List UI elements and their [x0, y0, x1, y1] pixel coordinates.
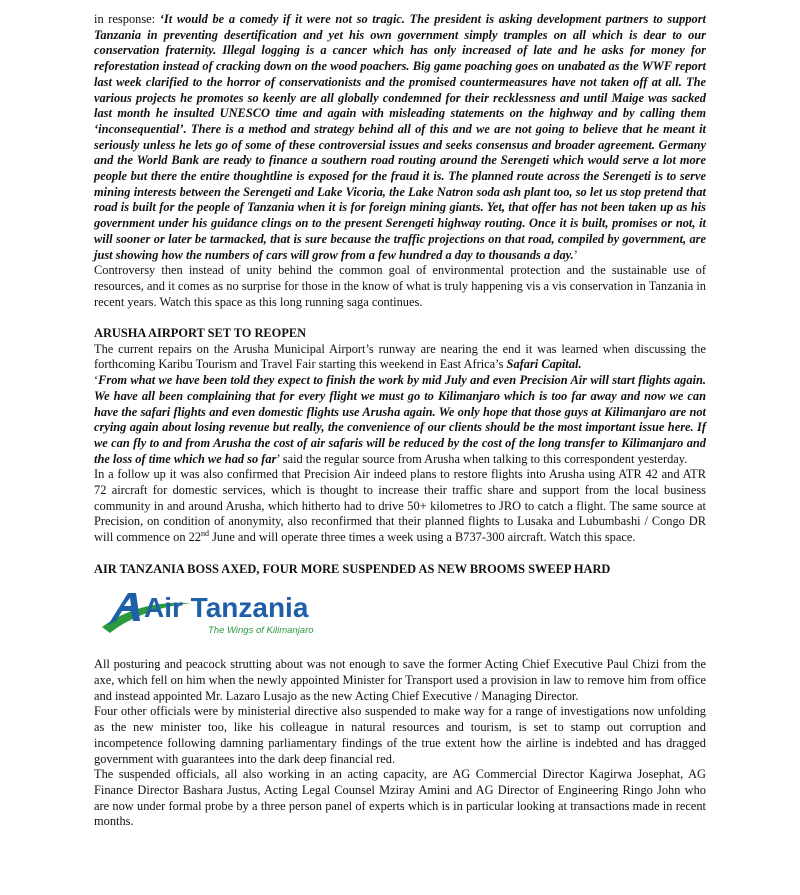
arusha-quote-open-mark: ‘ [94, 373, 99, 388]
date-suffix: nd [201, 529, 210, 539]
quote-close-mark: ’ [573, 247, 578, 262]
logo-wordmark: Air Tanzania [144, 592, 309, 624]
arusha-quote-close-mark: ’ [276, 451, 280, 466]
arusha-quote: From what we have been told they expect to finish the work by mid July and even Precision Air will start flights again. We have all been complaining that for every flight we must go to Kilimanjaro which is too far away and now we can have the safari flights and even domestic flights use Arusha again. We only hope that those guys at Kilimanjaro are not crying again about losing revenue but really, the convenience of our clients should be the most important issue here. If we can fly to and from Arusha the cost of air safaris will be reduced by the cost of the long transfer to Kilimanjaro and the loss of time which we had so far [94, 373, 706, 466]
controversy-paragraph: Controversy then instead of unity behind the common goal of environmental protection and the sustainable use of resources, and it comes as no surprise for those in the know of what is truly happening vis a vis conservation in Tanzania in recent years. Watch this space as this long running saga continues. [94, 263, 706, 309]
serengeti-quote-paragraph [94, 12, 706, 263]
air-tanzania-logo [94, 581, 706, 643]
arusha-intro-text: The current repairs on the Arusha Municipal Airport’s runway are nearing the end it was learned when discussing the forthcoming Karibu Tourism and Travel Fair starting this weekend in East Africa’s [94, 341, 706, 372]
serengeti-quote: It would be a comedy if it were not so tragic. The president is asking development partners to support Tanzania in preventing desertification and yet his own government simply tramples on all which is dear to our conservation fraternity. Illegal logging is a cancer which has only increased of late and he asks for money for reforestation instead of cracking down on the wood poachers. Big game poaching goes on unabated as the WWF report last week clarified to the horror of conservationists and the promised countermeasures have not taken off at all. The various projects he promotes so keenly are all globally condemned for their recklessness and until Maige was sacked last month he insulted UNESCO time and again with misleading statements on the highway and by calling them ‘inconsequential’. There is a method and strategy behind all of this and we are not going to believe that he meant it seriously unless he lets go of some of these controversial issues and seeks consensus and broader agreement. Germany and the World Bank are ready to finance a southern road routing around the Serengeti which would serve a lot more people but there the entire thoughtline is exposed for the fraud it is. The planned route across the Serengeti is to serve mining interests between the Serengeti and Lake Vicoria, the Lake Natron soda ash plant too, so let us stop pretend that road is built for the people of Tanzania when it is for foreign mining giants. Yet, that offer has not been taken up as his government under his guidance clings on to the present Serengeti highway routing. Once it is built, promises or not, it will sooner or later be tarmacked, that is sure because the traffic projections on that road, compiled by government, are just showing how the numbers of cars will grow from a few hundred a day to thousands a day. [94, 12, 706, 262]
arusha-quote-attribution: said the regular source from Arusha when talking to this correspondent yesterday. [279, 451, 688, 466]
precision-air-paragraph [94, 467, 706, 546]
paragraph-gap [94, 310, 706, 326]
chizi-axed-paragraph: All posturing and peacock strutting about was not enough to save the former Acting Chief Executive Paul Chizi from the axe, which fell on him when the newly appointed Minister for Transport used a provision in law to remove him from office and instead appointed Mr. Lazaro Lusajo as the new Acting Chief Executive / Managing Director. [94, 657, 706, 703]
article-column [94, 12, 706, 830]
safari-capital-text: Safari Capital. [506, 357, 582, 372]
quote-open-mark: ‘ [159, 12, 164, 26]
paragraph-gap [94, 546, 706, 562]
precision-air-text: In a follow up it was also confirmed that Precision Air indeed plans to restore flights into Arusha using ATR 42 and ATR 72 aircraft for domestic services, which is thought to increase their traffic share and support from the local business community in and around Arusha, which hitherto had to drive 50+ kilometres to JRO to catch a flight. The same source at Precision, on condition of anonymity, also reconfirmed that their planned flights to Lusaka and Lubumbashi / Congo DR will commence on 22 [94, 467, 706, 545]
air-tanzania-logo-graphic [96, 581, 336, 643]
precision-air-text-end: June and will operate three times a week using a B737-300 aircraft. Watch this space. [209, 530, 636, 545]
officials-suspended-paragraph: Four other officials were by ministerial directive also suspended to make way for a range of investigations now unfolding as the new minister too, like his colleague in natural resources and tourism, is set to stamp out corruption and incompetence following damning parliamentary findings of the true extent how the airline is indebted and has dragged government with guarantees into the dark deep financial red. [94, 704, 706, 766]
arusha-heading: ARUSHA AIRPORT SET TO REOPEN [94, 326, 307, 341]
logo-tagline: The Wings of Kilimanjaro [208, 625, 314, 637]
arusha-quote-paragraph [94, 373, 706, 467]
suspended-names-paragraph: The suspended officials, all also working in an acting capacity, are AG Commercial Director Kagirwa Josephat, AG Finance Director Bashara Justus, Acting Legal Counsel Mziray Amini and AG Director of Engineering Ringo John who are now under formal probe by a three person panel of experts which is in particular looking at transactions made in recent months. [94, 767, 706, 829]
air-tanzania-heading: AIR TANZANIA BOSS AXED, FOUR MORE SUSPENDED AS NEW BROOMS SWEEP HARD [94, 561, 611, 576]
quote-lead: in response: [94, 12, 160, 26]
arusha-intro-paragraph [94, 342, 706, 373]
